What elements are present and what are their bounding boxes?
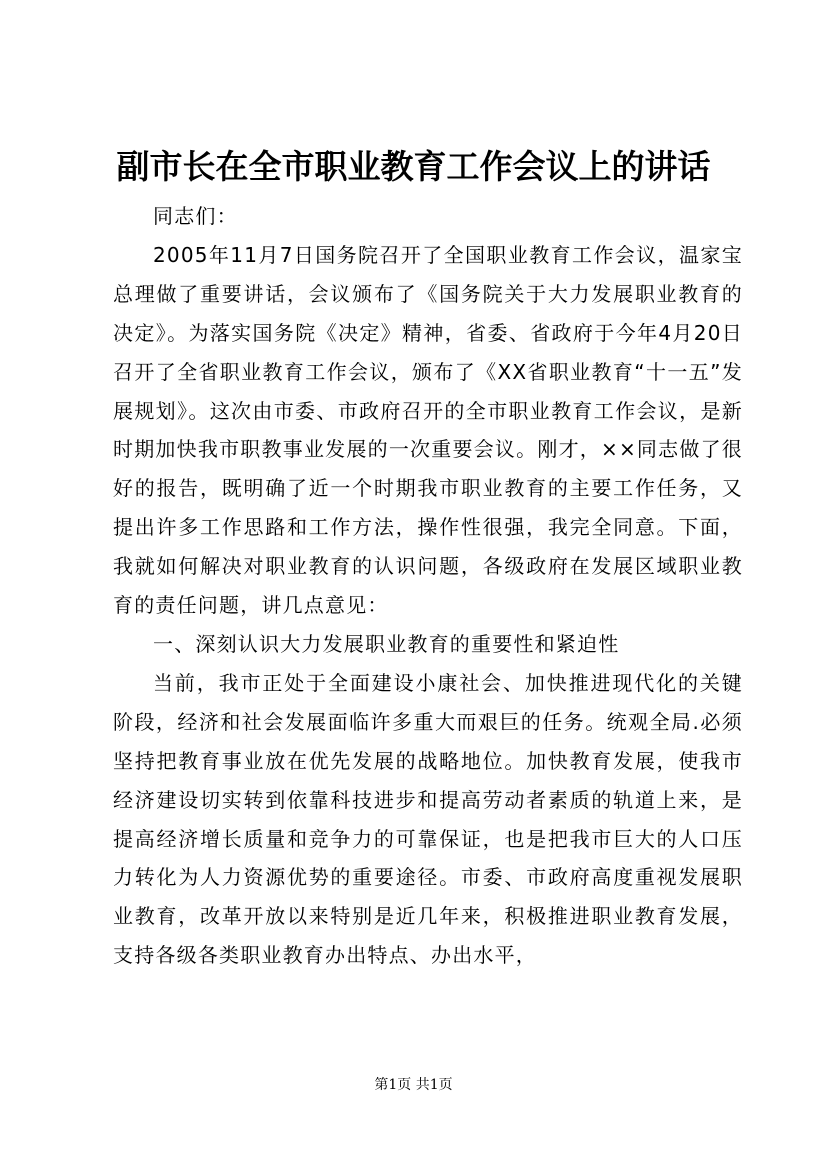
body-paragraph: 2005年11月7日国务院召开了全国职业教育工作会议，温家宝总理做了重要讲话，会议颁布了《国务院关于大力发展职业教育的决定》。为落实国务院《决定》精神，省委、省政府于今年4月20日召开了全省职业教育工作会议，颁布了《XX省职业教育“十一五”发展规划》。这次由市委、市政府召开的全市职业教育工作会议，是新时期加快我市职教事业发展的一次重要会议。刚才，××同志做了很好的报告，既明确了近一个时期我市职业教育的主要工作任务，又提出许多工作思路和工作方法，操作性很强，我完全同意。下面，我就如何解决对职业教育的认识问题，各级政府在发展区域职业教育的责任问题，讲几点意见： (113, 242, 743, 618)
document-title: 副市长在全市职业教育工作会议上的讲话 (116, 147, 711, 186)
section-heading: 一、深刻认识大力发展职业教育的重要性和紧迫性 (153, 631, 620, 656)
page-footer: 第1页 共1页 (374, 1077, 453, 1093)
salutation-paragraph: 同志们： (153, 204, 238, 228)
document-body (113, 197, 743, 975)
body-paragraph: 当前，我市正处于全面建设小康社会、加快推进现代化的关键阶段，经济和社会发展面临许多重大而艰巨的任务。统观全局.必须坚持把教育事业放在优先发展的战略地位。加快教育发展，使我市经济建设切实转到依靠科技进步和提高劳动者素质的轨道上来，是提高经济增长质量和竞争力的可靠保证，也是把我市巨大的人口压力转化为人力资源优势的重要途径。市委、市政府高度重视发展职业教育，改革开放以来特别是近几年来，积极推进职业教育发展，支持各级各类职业教育办出特点、办出水平， (113, 670, 743, 968)
